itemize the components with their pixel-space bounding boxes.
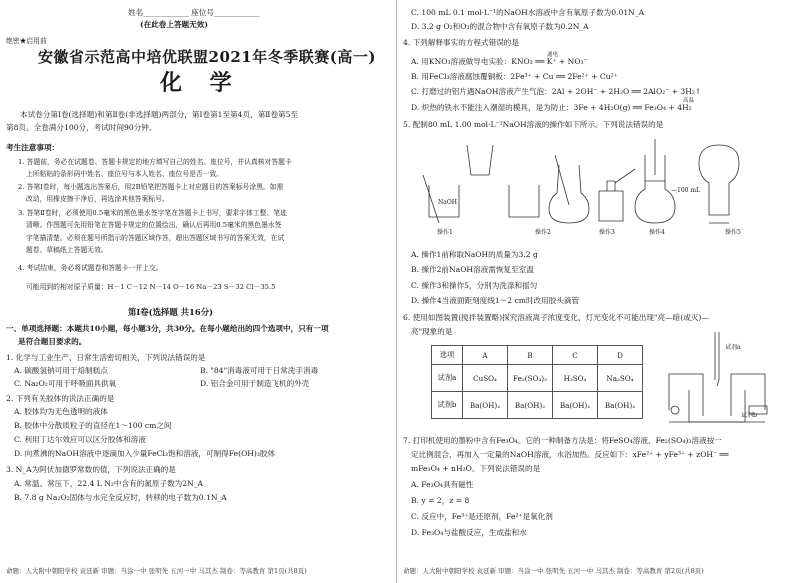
q1-option: C. Na₂O₂可用于呼吸面具供氧 [14,379,117,388]
q5-op-label: 操作5 [725,229,741,236]
note-line: 4. 考试结束，务必将试题卷和答题卡一并上交。 [18,264,163,272]
q2-option: C. 利用丁达尔效应可以区分胶体和溶液 [14,435,146,444]
table-cell: 试剂b [432,392,463,419]
q6-reagent-a-label: 试剂a [725,344,741,351]
note-line: 1. 答题前，务必在试题卷、答题卡规定的地方填写自己的姓名、座位号，并认真核对答题卡 [18,158,292,166]
atomic-masses: 可能用到的相对原子质量：H－1 C－12 N－14 O－16 Na－23 S－32 Cl－35.5 [26,283,276,291]
table-cell: Na₂SO₄ [598,365,643,392]
section-desc: 是符合题目要求的。 [18,337,87,346]
q7-option: A. Fe₃O₄具有磁性 [411,480,474,489]
q1-option: D. 铝合金可用于制造飞机的外壳 [200,379,310,388]
q5-option: C. 操作3和操作5，分别为洗涤和摇匀 [411,281,538,290]
table-cell: D [598,346,643,365]
q1-stem: 1. 化学与工业生产、日常生活密切相关，下列说法错误的是 [6,353,206,362]
q5-volume-label: —100 mL [671,187,701,194]
q2-stem: 2. 下列有关胶体的说法正确的是 [6,394,115,403]
q5-naoh-label: NaOH [438,199,457,206]
q2-option: A. 胶体均为无色透明的液体 [14,407,108,416]
table-cell: C [553,346,598,365]
exam-title: 安徽省示范高中培优联盟2021年冬季联赛(高一) [38,48,376,66]
q6-apparatus-figure [659,330,789,430]
table-cell: Ba(OH)₂ [598,392,643,419]
table-cell: H₂SO₄ [553,365,598,392]
q3-option: A. 常温、常压下，22.4 L N₂中含有的氮原子数为2N_A [14,479,204,488]
table-cell: CuSO₄ [463,365,508,392]
q6-stem: 亮"现象的是 [411,327,453,336]
note-line: 改动，用橡皮擦干净后，再选涂其他答案标号。 [26,195,169,203]
q5-op-label: 操作1 [437,229,453,236]
table-row [432,346,643,365]
q5-stem: 5. 配制80 mL 1.00 mol·L⁻¹NaOH溶液的操作如下所示。下列说法错误的是 [403,120,664,129]
note-line: 字笔描清楚。必须在题号所指示的答题区域作答，超出答题区域书写的答案无效，在试 [26,234,285,242]
q4-arrow-note: 通电 [547,52,559,58]
exam-page-2 [397,0,794,583]
page-footer: 命题：人大附中朝阳学校 袁廷新 审题：当涂一中 张明先 五河一中 马其杰 制卷：等高教育 第1页(共8页) [6,567,307,575]
section-desc: 一、单项选择题：本题共10小题，每小题3分，共30分。在每小题给出的四个选项中，只有一项 [6,324,329,333]
q2-option: D. 向煮沸的NaOH溶液中逐滴加入少量FeCl₃饱和溶液，可制得Fe(OH)₃胶体 [14,449,276,458]
name-field: 姓名____________ 座位号____________ [128,8,260,17]
q4-option: D. 炽热的铁水不能注入潮湿的模具，是为防止：3Fe + 4H₂O(g) ══ Fe₃O₄ + 4H₂ [411,103,692,112]
table-cell: Fe₂(SO₄)₃ [508,365,553,392]
table-cell: Ba(OH)₂ [508,392,553,419]
q4-stem: 4. 下列解释事实的方程式错误的是 [403,38,519,47]
exam-page-1 [0,0,396,583]
q3-option: D. 3.2 g O₂和O₃的混合物中含有氧原子数为0.2N_A [411,22,589,31]
q7-option: D. Fe₃O₄与盐酸反应，生成盐和水 [411,528,527,537]
q3-option: B. 7.8 g Na₂O₂固体与水完全反应时，转移的电子数为0.1N_A [14,493,227,502]
q2-option: B. 胶体中分散质粒子的直径在1～100 cm之间 [14,421,172,430]
q5-option: D. 操作4当液面距刻度线1～2 cm时改用胶头滴管 [411,296,580,305]
table-cell: Ba(OH)₂ [463,392,508,419]
table-cell: A [463,346,508,365]
q4-option: A. 用KNO₃溶液做导电实验：KNO₃ ══ K⁺ + NO₃⁻ [411,57,588,66]
table-cell: B [508,346,553,365]
answer-warning: (在此卷上答题无效) [140,20,208,29]
table-row [432,365,643,392]
q5-op-label: 操作4 [649,229,665,236]
q3-option: C. 100 mL 0.1 mol·L⁻¹的NaOH水溶液中含有氧原子数为0.01N_A [411,8,645,17]
table-cell: 选项 [432,346,463,365]
notes-title: 考生注意事项： [6,143,60,152]
q7-stem: 7. 打印机使用的墨粉中含有Fe₃O₄。它的一种制备方法是：将FeSO₄溶液、Fe₂(SO₄)₃溶液按一 [403,436,722,445]
note-line: 上所粘贴的条形码中姓名、座位号与本人姓名、座位号是否一致。 [26,170,224,178]
q7-stem: mFe₃O₄ + nH₂O。下列说法错误的是 [411,464,541,473]
intro-line: 第8页。全卷满分100分，考试时间90分钟。 [6,123,157,132]
q5-op-label: 操作3 [599,229,615,236]
q5-op-label: 操作2 [535,229,551,236]
q1-option: A. 碳酸氢钠可用于焙制糕点 [14,366,108,375]
table-cell: Ba(OH)₂ [553,392,598,419]
q7-option: B. y = 2，z = 8 [411,496,470,505]
q3-stem: 3. N_A为阿伏加德罗常数的值，下列说法正确的是 [6,465,176,474]
q6-reagent-b-label: 试剂b [741,412,757,419]
q6-option-table [431,345,643,419]
table-cell: 试剂a [432,365,463,392]
note-line: 2. 答第Ⅰ卷时，每小题选出答案后，用2B铅笔把答题卡上对应题目的答案标号涂黑。如需 [18,183,284,191]
page-footer: 命题：人大附中朝阳学校 袁廷新 审题：当涂一中 张明先 五河一中 马其杰 制卷：等高教育 第2页(共8页) [403,567,704,575]
q5-option: B. 操作2前NaOH溶液需恢复至室温 [411,265,534,274]
q6-stem: 6. 使用如图装置(搅拌装置略)探究溶液离子浓度变化，灯光变化不可能出现"亮—暗(或灭)— [403,313,709,322]
note-line: 题卷、草稿纸上答题无效。 [26,246,108,254]
note-line: 清晰。作图题可先用铅笔在答题卡规定的位置绘出，确认后再用0.5毫米的黑色墨水签 [26,221,282,229]
q4-option: C. 打磨过的铝片遇NaOH溶液产生气泡：2Al + 2OH⁻ + 2H₂O ══ 2AlO₂⁻ + 3H₂↑ [411,87,702,96]
note-line: 3. 答第Ⅱ卷时，必须使用0.5毫米的黑色墨水签字笔在答题卡上书写，要求字体工整、笔迹 [18,209,287,217]
q4-option: B. 用FeCl₃溶液腐蚀覆铜板：2Fe³⁺ + Cu ══ 2Fe²⁺ + Cu²⁺ [411,72,618,81]
q5-option: A. 操作1前称取NaOH的质量为3.2 g [411,250,538,259]
q7-option: C. 反应中，Fe³⁺是还原剂，Fe²⁺是氧化剂 [411,512,553,521]
q5-apparatus-figure [409,135,779,235]
q1-option: B. "84"消毒液可用于日常洗手消毒 [200,366,319,375]
section-title: 第Ⅰ卷(选择题 共16分) [128,307,214,317]
secret-mark: 绝密★启用前 [6,37,47,45]
q4-arrow-note: 高温 [683,98,695,104]
subject-title: 化 学 [160,70,242,96]
q7-stem: 定比例混合，再加入一定量的NaOH溶液，水浴加热。反应如下：xFe²⁺ + yFe³⁺ + zOH⁻ ══ [411,450,729,459]
intro-line: 本试卷分第Ⅰ卷(选择题)和第Ⅱ卷(非选择题)两部分，第Ⅰ卷第1至第4页，第Ⅱ卷第5至 [20,110,299,119]
table-row [432,392,643,419]
